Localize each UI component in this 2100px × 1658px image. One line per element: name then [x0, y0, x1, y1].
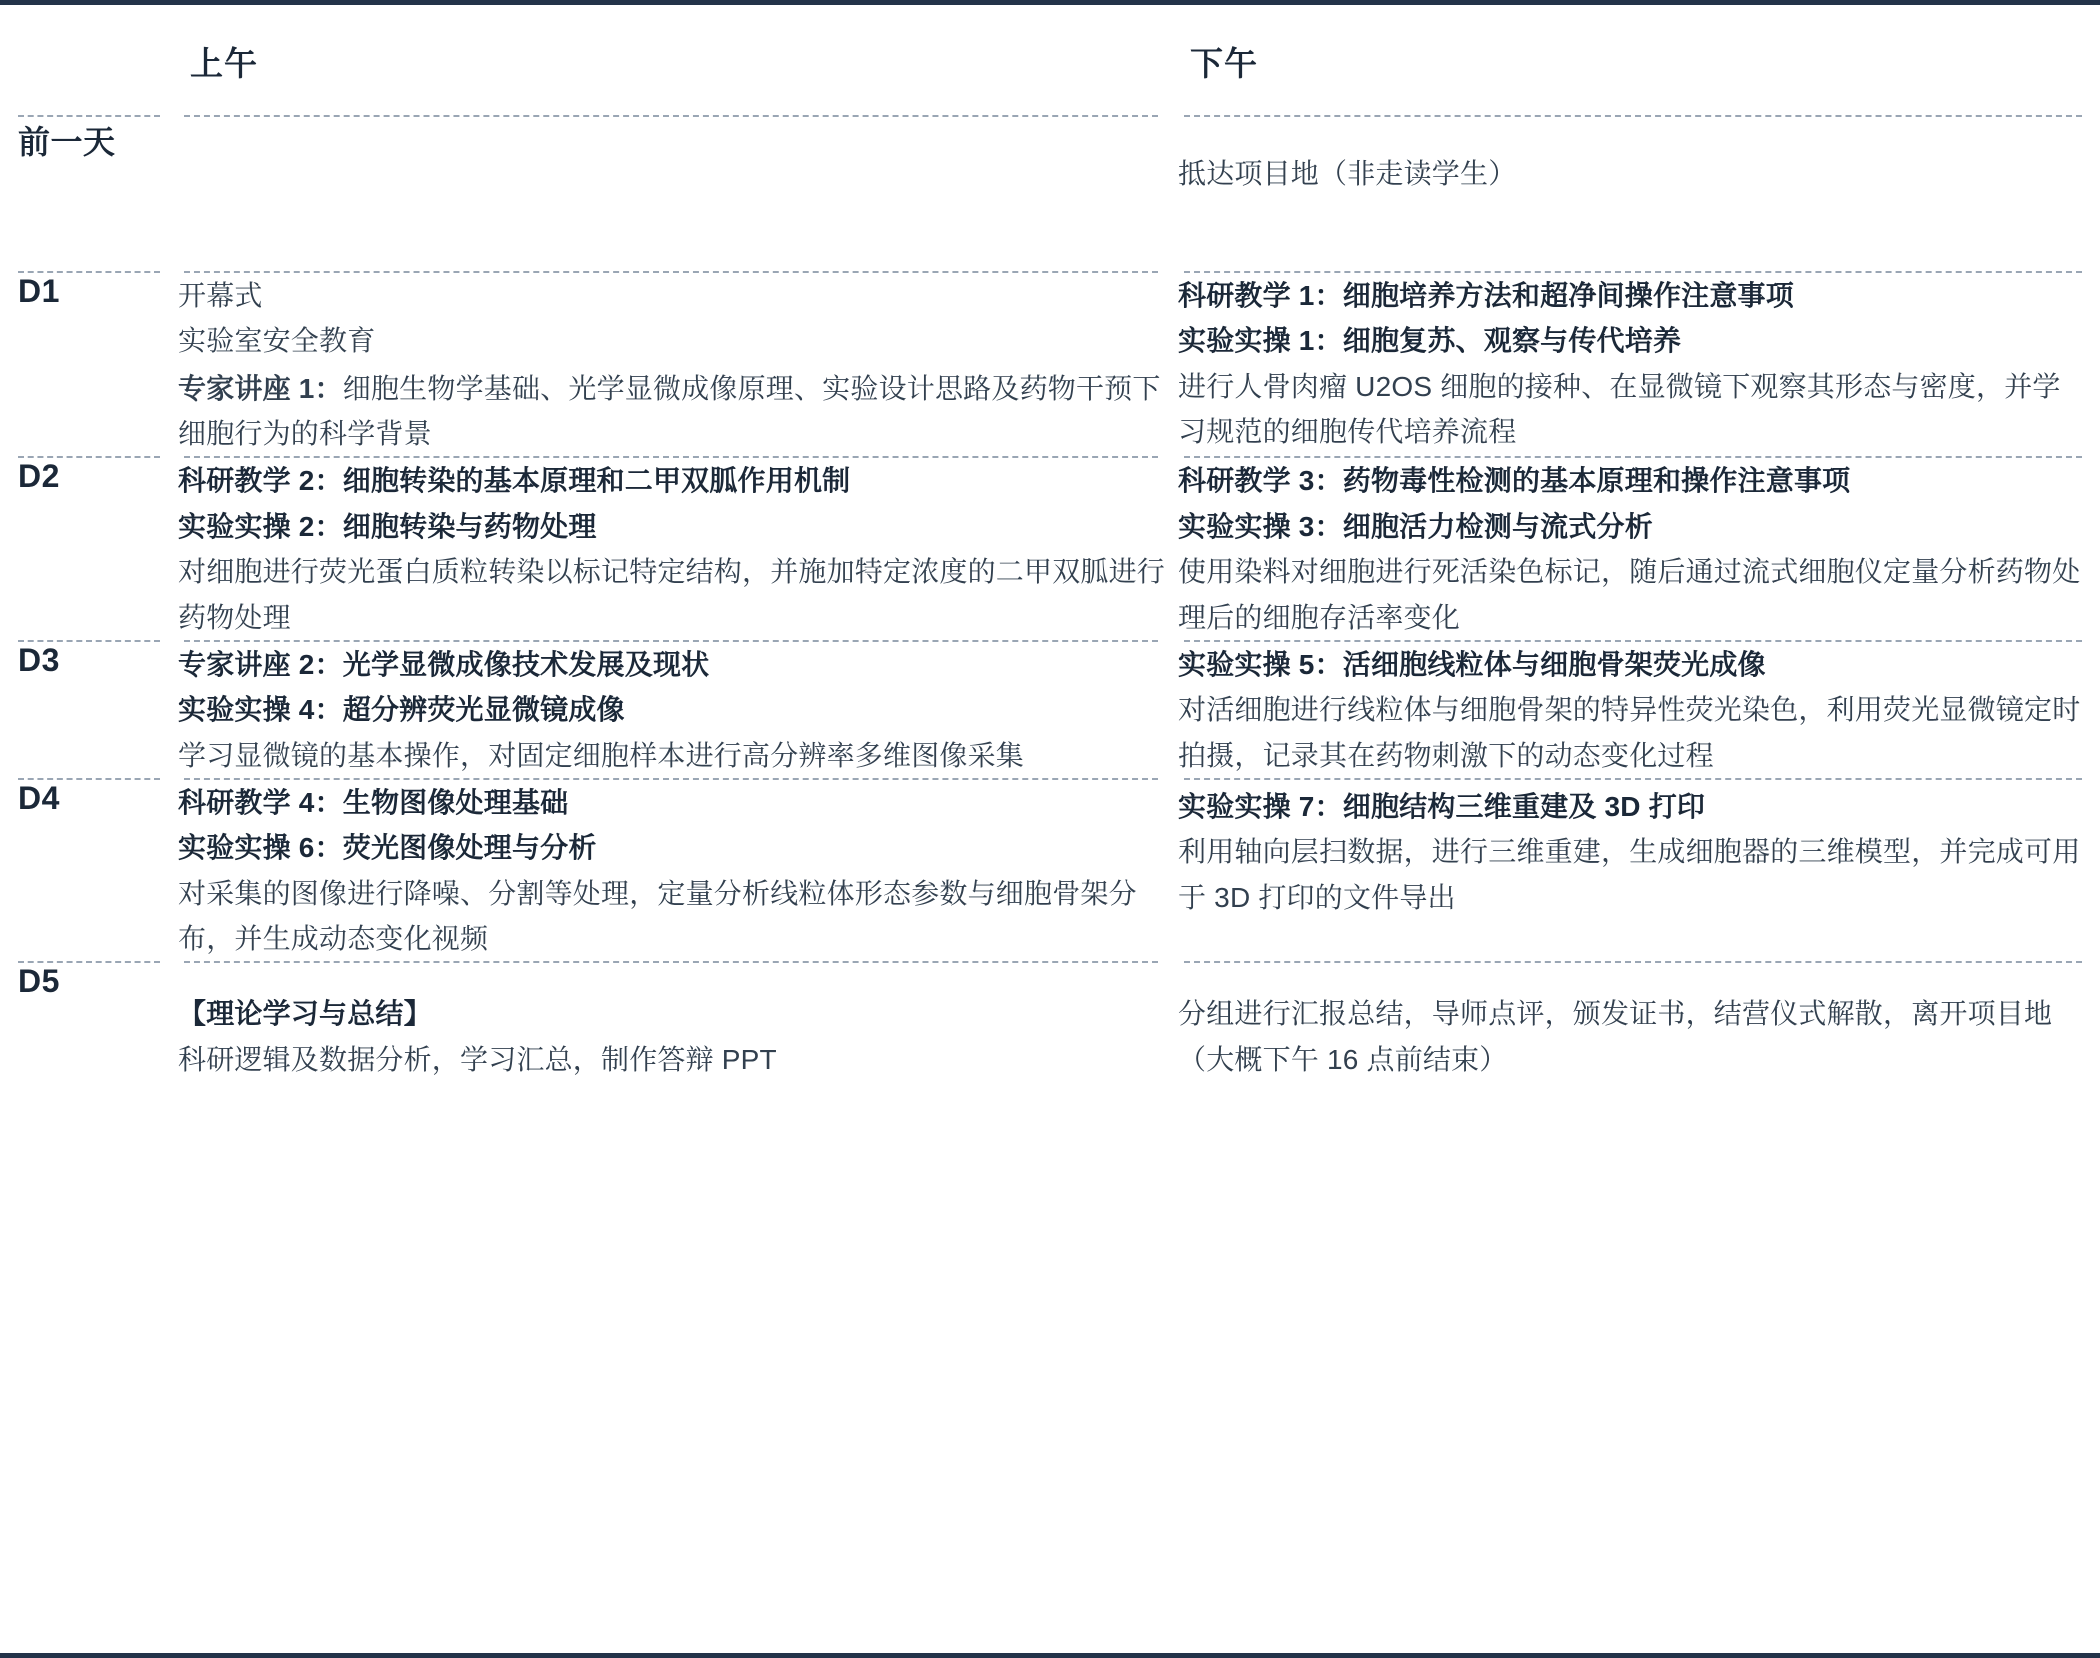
activity-text: 进行人骨肉瘤 U2OS 细胞的接种、在显微镜下观察其形态与密度，并学习规范的细胞传代培养流程 — [1178, 370, 2061, 448]
table-header-row — [18, 0, 2082, 115]
row-afternoon-cell — [1178, 117, 2082, 271]
header-afternoon-column — [1178, 0, 2082, 115]
row-day-cell — [18, 273, 178, 456]
row-afternoon-cell — [1178, 273, 2082, 456]
day-label: D4 — [18, 779, 60, 816]
activity-title: 实验实操 4：超分辨荧光显微镜成像 — [178, 694, 625, 726]
table-row — [18, 458, 2082, 639]
table-row — [18, 273, 2082, 456]
bottom-rule — [0, 1653, 2100, 1658]
day-label: D1 — [18, 273, 60, 309]
activity-text: 利用轴向层扫数据，进行三维重建，生成细胞器的三维模型，并完成可用于 3D 打印的文件导出 — [1178, 836, 2081, 913]
row-morning-cell — [178, 642, 1178, 778]
table-row — [18, 642, 2082, 778]
activity-text: 开幕式 — [178, 280, 263, 311]
row-day-cell — [18, 642, 178, 778]
activity-detail: 细胞生物学基础、光学显微成像原理、实验设计思路及药物干预下细胞行为的科学背景 — [178, 372, 1161, 450]
row-afternoon-cell — [1178, 458, 2082, 639]
activity-title: 科研教学 2：细胞转染的基本原理和二甲双胍作用机制 — [178, 465, 851, 497]
activity-title: 实验实操 1：细胞复苏、观察与传代培养 — [1178, 325, 1682, 357]
header-morning-column — [178, 0, 1178, 115]
day-label: D3 — [18, 641, 60, 678]
activity-text: 对采集的图像进行降噪、分割等处理，定量分析线粒体形态参数与细胞骨架分布，并生成动态变化视频 — [178, 877, 1137, 955]
activity-title: 实验实操 3：细胞活力检测与流式分析 — [1178, 510, 1653, 542]
activity-title: 实验实操 5：活细胞线粒体与细胞骨架荧光成像 — [1178, 648, 1766, 680]
row-morning-cell — [178, 458, 1178, 639]
row-morning-cell — [178, 963, 1178, 1112]
row-day-cell — [18, 117, 178, 271]
day-label: D5 — [18, 963, 60, 1000]
activity-title: 科研教学 3：药物毒性检测的基本原理和操作注意事项 — [1178, 465, 1851, 497]
activity-text: 对活细胞进行线粒体与细胞骨架的特异性荧光染色，利用荧光显微镜定时拍摄，记录其在药物刺激下的动态变化过程 — [1178, 694, 2081, 771]
activity-text — [178, 366, 1178, 457]
day-label: 前一天 — [18, 124, 116, 160]
row-morning-cell — [178, 273, 1178, 456]
row-morning-cell — [178, 117, 1178, 271]
row-morning-cell — [178, 780, 1178, 961]
row-day-cell — [18, 780, 178, 961]
header-morning-label: 上午 — [190, 45, 258, 82]
table-row — [18, 117, 2082, 271]
activity-lead: 专家讲座 1： — [178, 372, 343, 404]
activity-title: 科研教学 4：生物图像处理基础 — [178, 786, 569, 818]
schedule-table — [18, 0, 2082, 1112]
top-rule — [0, 0, 2100, 5]
activity-text: 学习显微镜的基本操作，对固定细胞样本进行高分辨率多维图像采集 — [178, 739, 1025, 771]
header-afternoon-label: 下午 — [1190, 45, 1258, 82]
activity-title: 实验实操 7：细胞结构三维重建及 3D 打印 — [1178, 790, 1706, 822]
day-label: D2 — [18, 458, 60, 495]
activity-title: 实验实操 2：细胞转染与药物处理 — [178, 510, 597, 542]
activity-text: 分组进行汇报总结，导师点评，颁发证书，结营仪式解散，离开项目地（大概下午 16 点前结束） — [1178, 998, 2053, 1075]
activity-title: 专家讲座 2：光学显微成像技术发展及现状 — [178, 648, 710, 680]
row-day-cell — [18, 458, 178, 639]
activity-text: 科研逻辑及数据分析，学习汇总，制作答辩 PPT — [178, 1043, 777, 1075]
row-afternoon-cell — [1178, 642, 2082, 778]
activity-title: 科研教学 1：细胞培养方法和超净间操作注意事项 — [1178, 280, 1794, 311]
activity-text: 实验室安全教育 — [178, 325, 376, 357]
row-afternoon-cell — [1178, 780, 2082, 961]
activity-text: 使用染料对细胞进行死活染色标记，随后通过流式细胞仪定量分析药物处理后的细胞存活率变化 — [1178, 556, 2081, 633]
activity-title: 实验实操 6：荧光图像处理与分析 — [178, 832, 597, 864]
row-day-cell — [18, 963, 178, 1112]
row-afternoon-cell — [1178, 963, 2082, 1112]
table-row — [18, 780, 2082, 961]
table-row — [18, 963, 2082, 1112]
activity-text: 对细胞进行荧光蛋白质粒转染以标记特定结构，并施加特定浓度的二甲双胍进行药物处理 — [178, 556, 1166, 633]
activity-title: 【理论学习与总结】 — [178, 998, 432, 1030]
activity-text: 抵达项目地（非走读学生） — [1178, 158, 1517, 189]
header-day-column — [18, 0, 178, 115]
